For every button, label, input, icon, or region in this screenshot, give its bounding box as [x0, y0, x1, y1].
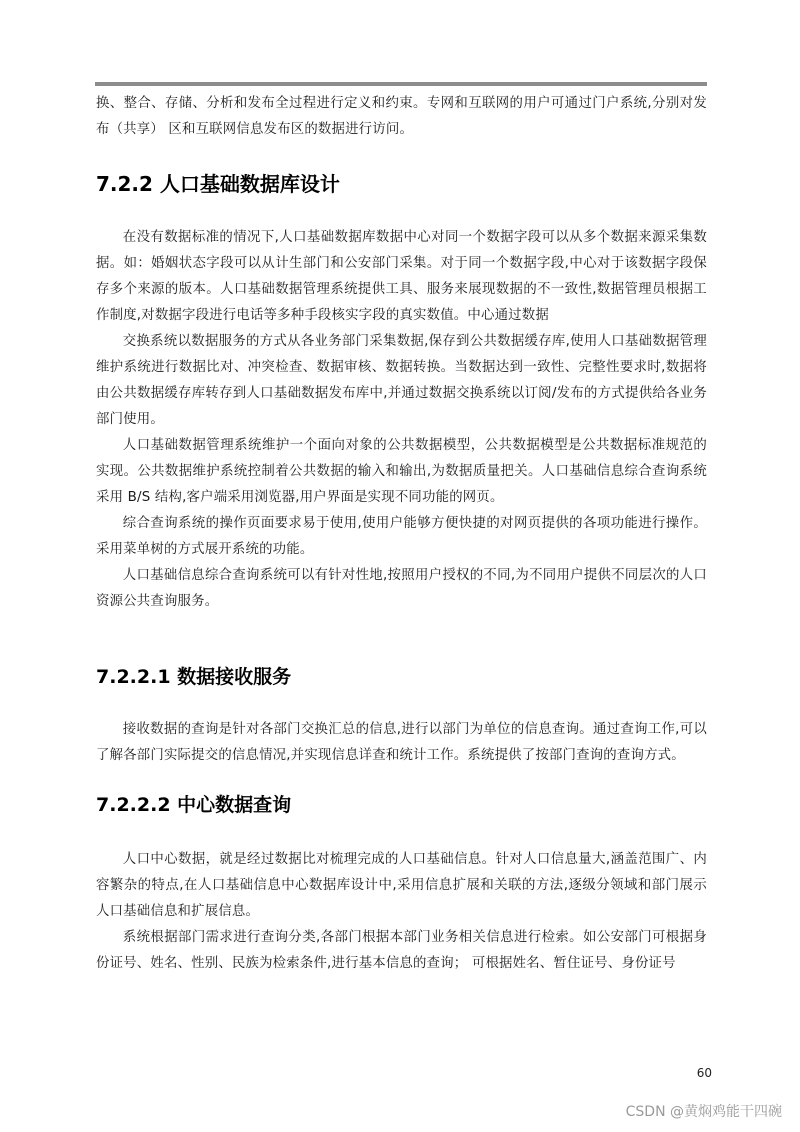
section-heading-7-2-2-2: 7.2.2.2 中心数据查询 — [96, 794, 292, 816]
paragraph: 人口中心数据，就是经过数据比对梳理完成的人口基础信息。针对人口信息量大,涵盖范围广、内容繁杂的特点,在人口基础信息中心数据库设计中,采用信息扩展和关联的方法,逐级分领域和部门展示人口基础信息和扩展信息。 — [96, 852, 707, 919]
paragraph: 系统根据部门需求进行查询分类,各部门根据本部门业务相关信息进行检索。如公安部门可根据身份证号、姓名、性别、民族为检索条件,进行基本信息的查询； 可根据姓名、暂住证号、身份证号 — [96, 930, 707, 971]
paragraph: 人口基础信息综合查询系统可以有针对性地,按照用户授权的不同,为不同用户提供不同层次的人口资源公共查询服务。 — [96, 568, 707, 609]
paragraph: 接收数据的查询是针对各部门交换汇总的信息,进行以部门为单位的信息查询。通过查询工作,可以了解各部门实际提交的信息情况,并实现信息详查和统计工作。系统提供了按部门查询的查询方式。 — [96, 722, 707, 763]
paragraph: 在没有数据标准的情况下,人口基础数据库数据中心对同一个数据字段可以从多个数据来源采集数据。如：婚姻状态字段可以从计生部门和公安部门采集。对于同一个数据字段,中心对于该数据字段保存多个来源的版本。人口基础数据管理系统提供工具、服务来展现数据的不一致性,数据管理员根据工作制度,对数据字段进行电话等多种手段核实字段的真实数值。中心通过数据 — [96, 230, 707, 323]
csdn-watermark: CSDN @黄焖鸡能干四碗 — [625, 1104, 782, 1120]
page-number: 60 — [696, 1066, 712, 1080]
section-heading-7-2-2-1: 7.2.2.1 数据接收服务 — [96, 666, 292, 688]
paragraph: 综合查询系统的操作页面要求易于使用,使用户能够方便快捷的对网页提供的各项功能进行操作。采用菜单树的方式展开系统的功能。 — [96, 516, 707, 557]
paragraph: 人口基础数据管理系统维护一个面向对象的公共数据模型，公共数据模型是公共数据标准规范的实现。公共数据维护系统控制着公共数据的输入和输出,为数据质量把关。人口基础信息综合查询系统采用 B/S 结构,客户端采用浏览器,用户界面是实现不同功能的网页。 — [96, 438, 707, 505]
paragraph: 交换系统以数据服务的方式从各业务部门采集数据,保存到公共数据缓存库,使用人口基础数据管理维护系统进行数据比对、冲突检查、数据审核、数据转换。当数据达到一致性、完整性要求时,数据将由公共数据缓存库转存到人口基础数据发布库中,并通过数据交换系统以订阅/发布的方式提供给各业务部门使用。 — [96, 334, 707, 427]
header-rule — [95, 82, 707, 86]
document-body — [96, 91, 707, 977]
section-heading-7-2-2: 7.2.2 人口基础数据库设计 — [96, 172, 340, 196]
continuation-paragraph: 换、整合、存储、分析和发布全过程进行定义和约束。专网和互联网的用户可通过门户系统,分别对发布（共享） 区和互联网信息发布区的数据进行访问。 — [96, 96, 707, 137]
